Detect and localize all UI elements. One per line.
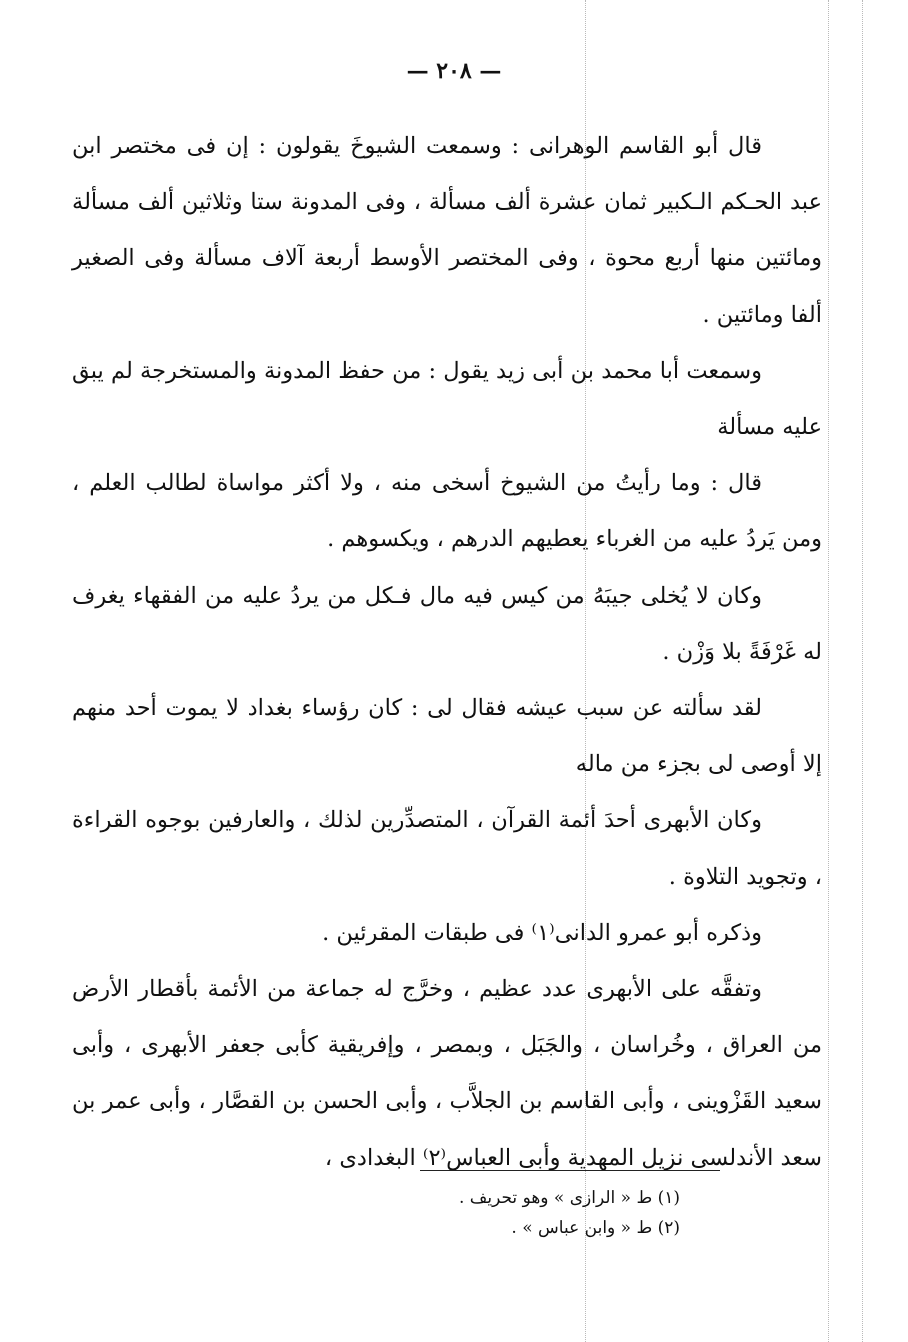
paragraph: وكان الأبهرى أحدَ أئمة القرآن ، المتصدِّرين لذلك ، والعارفين بوجوه القراءة ، وتجويد التلاوة . xyxy=(72,807,822,890)
paragraph: وكان لا يُخلى جيبَهُ من كيس فيه مال فـكل من يردُ عليه من الفقهاء يغرف له غَرْفَةً بلا وَزْن . xyxy=(72,582,822,665)
scan-crease-line xyxy=(828,0,829,1342)
footnotes xyxy=(380,1183,680,1243)
paragraph: وذكره أبو عمرو الدانى⁽١⁾ فى طبقات المقرئين . xyxy=(322,919,762,946)
paragraph: قال : وما رأيتُ من الشيوخ أسخى منه ، ولا أكثر مواساة لطالب العلم ، ومن يَردُ عليه من الغرباء يعطيهم الدرهم ، ويكسوهم . xyxy=(72,470,822,553)
paragraph: وسمعت أبا محمد بن أبى زيد يقول : من حفظ المدونة والمستخرجة لم يبق عليه مسألة xyxy=(72,357,822,441)
main-text xyxy=(72,118,822,1186)
scan-crease-line xyxy=(862,0,863,1342)
paragraph: قال أبو القاسم الوهرانى : وسمعت الشيوخَ يقولون : إن فى مختصر ابن عبد الحـكم الـكبير ثمان عشرة ألف مسألة ، وفى المدونة ستا وثلاثين ألف مسألة ومائتين منها أربع محوة ، وفى المختصر الأوسط أربعة آلاف مسألة وفى الصغير ألفا ومائتين . xyxy=(72,133,822,328)
paragraph: وتفقَّه على الأبهرى عدد عظيم ، وخرَّج له جماعة من الأئمة بأقطار الأرض من العراق ، وخُراسان ، والجَبَل ، وبمصر ، وإفريقية كأبى جعفر الأبهرى ، وأبى سعيد القَزْوينى ، وأبى القاسم بن الجلاَّب ، وأبى الحسن بن القصَّار ، وأبى عمر بن سعد الأندلسى نزيل المهدية وأبى العباس⁽٢⁾ البغدادى ، xyxy=(72,976,823,1171)
footnote-divider xyxy=(420,1170,720,1171)
footnote: (٢) ط « وابن عباس » . xyxy=(511,1218,680,1238)
paragraph: لقد سألته عن سبب عيشه فقال لى : كان رؤساء بغداد لا يموت أحد منهم إلا أوصى لى بجزء من ماله xyxy=(72,695,822,778)
page-number: — ٢٠٨ — xyxy=(406,58,502,84)
footnote: (١) ط « الرازى » وهو تحريف . xyxy=(458,1188,680,1208)
